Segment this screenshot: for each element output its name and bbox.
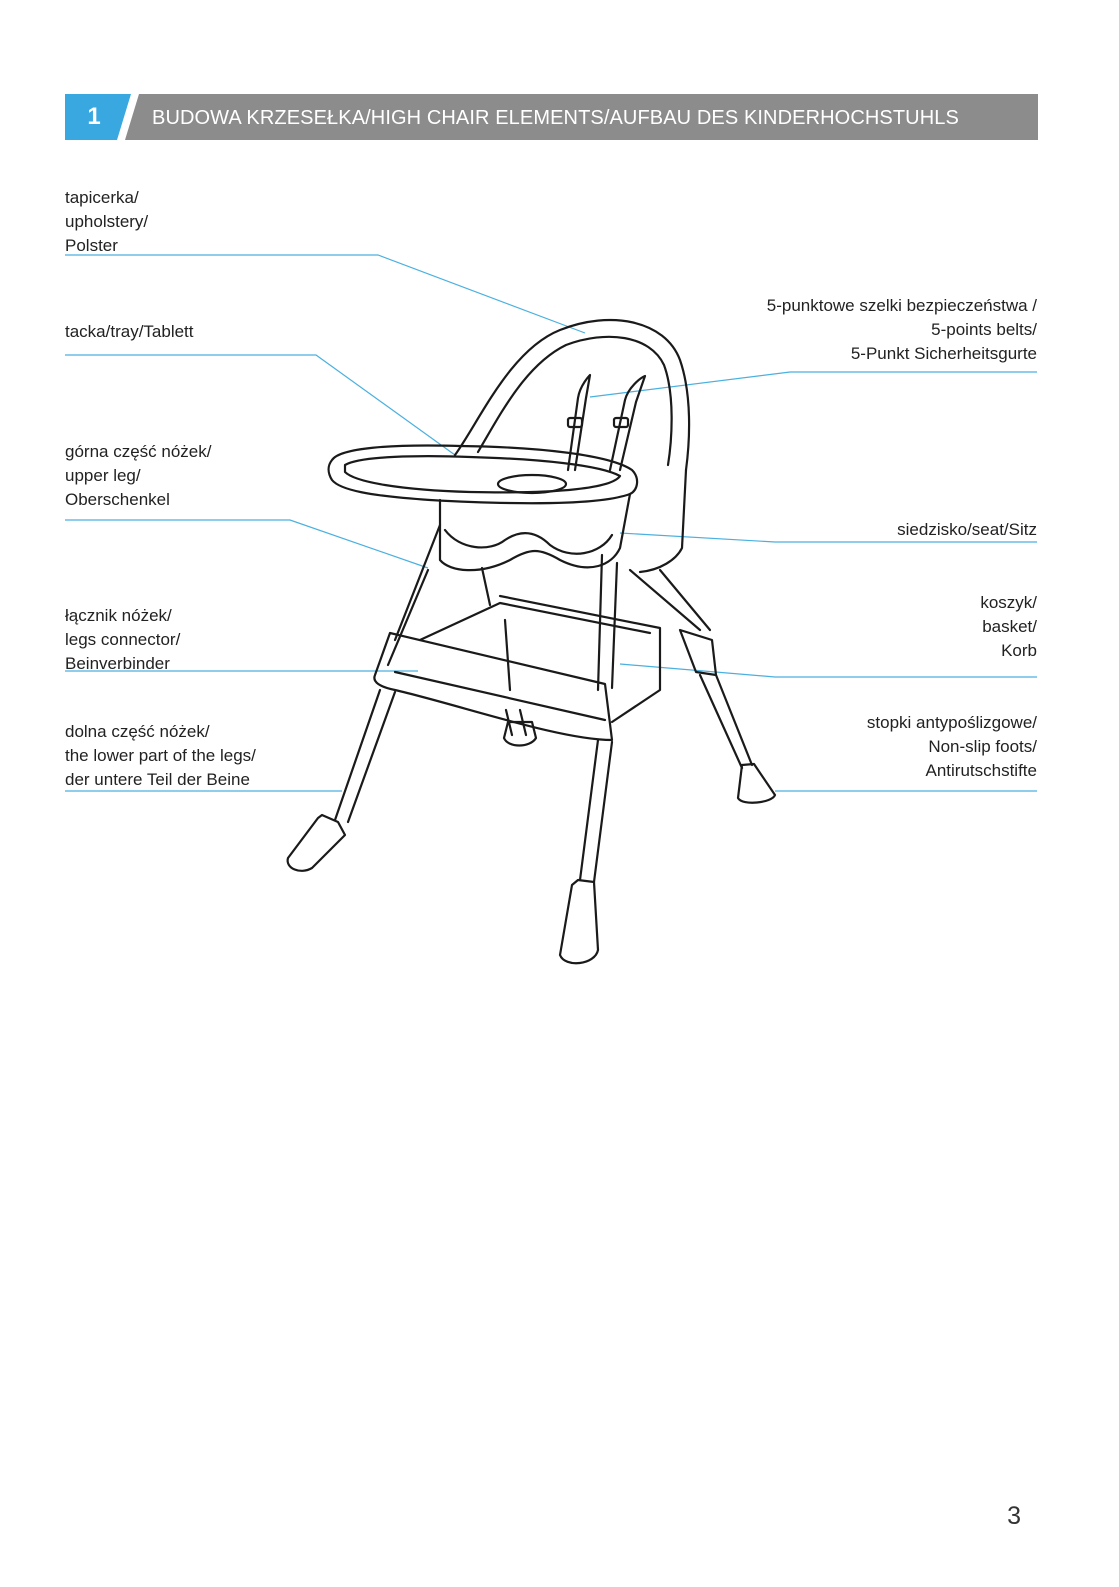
basket-bottom [505,620,510,690]
label-upholstery-en: upholstery/ [65,212,149,231]
section-title: BUDOWA KRZESEŁKA/HIGH CHAIR ELEMENTS/AUFBAU DES KINDERHOCHSTUHLS [152,107,959,129]
label-upholstery-pl: tapicerka/ [65,188,139,207]
label-lower-leg-de: der untere Teil der Beine [65,770,250,789]
label-upholstery [65,186,148,258]
foot-back-right [738,764,775,803]
label-feet [867,711,1037,783]
basket [500,596,660,722]
label-tray-text: tacka/tray/Tablett [65,322,194,341]
upper-leg-back-right [630,570,700,630]
label-tray [65,320,194,344]
label-upper-leg-en: upper leg/ [65,466,141,485]
legs-connector-line [395,672,605,720]
label-basket-en: basket/ [982,617,1037,636]
label-legs-connector [65,604,180,676]
page-number: 3 [1007,1502,1021,1530]
label-belts [767,294,1037,366]
label-lower-leg-pl: dolna część nóżek/ [65,722,210,741]
label-seat-text: siedzisko/seat/Sitz [897,520,1037,539]
label-legs-connector-en: legs connector/ [65,630,181,649]
foot-front-left [288,815,345,871]
label-lower-leg [65,720,256,792]
seat-front [445,530,612,554]
tray-cup [498,475,566,493]
leader-line-belts [590,372,1037,397]
back-connector [680,630,716,675]
label-legs-connector-de: Beinverbinder [65,654,170,673]
foot-front-middle [560,880,598,963]
upper-leg-back-left [482,568,490,605]
backrest-inner [478,337,672,465]
label-upper-leg [65,440,211,512]
chair-drawing [288,320,775,963]
label-upholstery-de: Polster [65,236,118,255]
label-lower-leg-en: the lower part of the legs/ [65,746,256,765]
label-basket-de: Korb [1001,641,1037,660]
upper-leg-back-right-b [660,570,710,630]
seat-side [640,470,686,572]
tray-inner [345,456,620,492]
label-feet-en: Non-slip foots/ [928,737,1037,756]
leader-line-upper-leg [65,520,428,568]
label-basket [980,591,1037,663]
lower-leg-front-middle [580,740,612,882]
upper-leg-front-left-b [388,570,428,665]
label-belts-en: 5-points belts/ [931,320,1037,339]
label-belts-pl: 5-punktowe szelki bezpieczeństwa / [766,296,1037,315]
legs-connector [374,633,612,740]
label-basket-pl: koszyk/ [980,593,1037,612]
label-seat [897,518,1037,542]
label-belts-de: 5-Punkt Sicherheitsgurte [850,344,1037,363]
leader-line-basket [620,664,1037,677]
upper-leg-front-left [395,525,440,640]
label-upper-leg-pl: górna część nóżek/ [65,442,212,461]
section-number: 1 [87,103,101,130]
label-feet-de: Antirutschstifte [925,761,1037,780]
label-feet-pl: stopki antypoślizgowe/ [866,713,1037,732]
label-legs-connector-pl: łącznik nóżek/ [65,606,172,625]
lower-leg-front-left [335,690,395,822]
lower-leg-back-right [700,675,752,768]
label-upper-leg-de: Oberschenkel [65,490,170,509]
tray [329,446,637,504]
